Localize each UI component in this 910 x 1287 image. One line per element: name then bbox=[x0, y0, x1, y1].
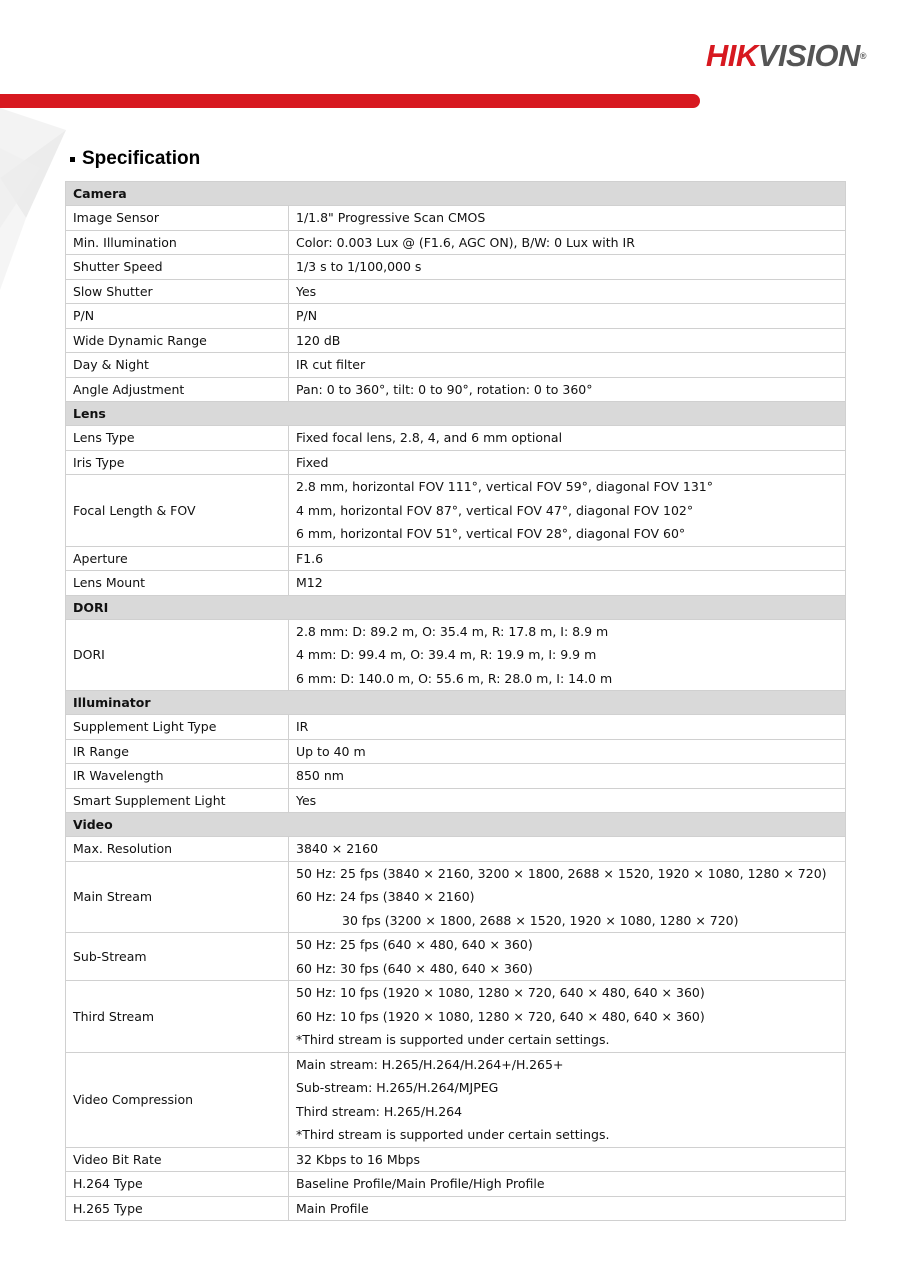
spec-value-line: 50 Hz: 10 fps (1920 × 1080, 1280 × 720, 640 × 480, 640 × 360) bbox=[296, 985, 705, 1000]
section-header-row bbox=[66, 595, 846, 619]
spec-value-line: 850 nm bbox=[296, 768, 344, 783]
spec-value-line: Pan: 0 to 360°, tilt: 0 to 90°, rotation: 0 to 360° bbox=[296, 381, 593, 397]
table-row bbox=[66, 1052, 846, 1147]
spec-label: Image Sensor bbox=[66, 206, 289, 231]
spec-value bbox=[289, 279, 846, 304]
spec-value-line: IR bbox=[296, 719, 309, 734]
spec-value-line: P/N bbox=[296, 308, 318, 323]
section-header: Illuminator bbox=[66, 691, 846, 715]
spec-value-line: 2.8 mm, horizontal FOV 111°, vertical FOV 59°, diagonal FOV 131° bbox=[296, 479, 713, 494]
spec-value-line: 3840 × 2160 bbox=[296, 841, 379, 856]
spec-value-line: Up to 40 m bbox=[296, 743, 366, 759]
spec-value bbox=[289, 764, 846, 789]
spec-value-line: Third stream: H.265/H.264 bbox=[296, 1103, 463, 1119]
spec-label: Sub-Stream bbox=[66, 933, 289, 981]
table-row bbox=[66, 571, 846, 596]
spec-value bbox=[289, 328, 846, 353]
spec-value-line: 60 Hz: 24 fps (3840 × 2160) bbox=[296, 889, 475, 904]
spec-label: DORI bbox=[66, 619, 289, 691]
spec-value bbox=[289, 230, 846, 255]
spec-label: Third Stream bbox=[66, 981, 289, 1053]
spec-label: Smart Supplement Light bbox=[66, 788, 289, 813]
spec-value bbox=[289, 475, 846, 547]
table-row bbox=[66, 450, 846, 475]
spec-value bbox=[289, 1172, 846, 1197]
spec-value-line: Yes bbox=[296, 792, 317, 808]
spec-value-line: 4 mm, horizontal FOV 87°, vertical FOV 47°, diagonal FOV 102° bbox=[296, 502, 694, 518]
spec-value-line: 50 Hz: 25 fps (3840 × 2160, 3200 × 1800, 2688 × 1520, 1920 × 1080, 1280 × 720) bbox=[296, 865, 827, 881]
section-header: Camera bbox=[66, 182, 846, 206]
spec-label: Max. Resolution bbox=[66, 837, 289, 862]
spec-value bbox=[289, 353, 846, 378]
spec-value-line: Baseline Profile/Main Profile/High Profile bbox=[296, 1176, 545, 1191]
section-header-row bbox=[66, 402, 846, 426]
spec-label: Iris Type bbox=[66, 450, 289, 475]
logo-hik-text: HIK bbox=[705, 38, 758, 73]
spec-label: H.264 Type bbox=[66, 1172, 289, 1197]
table-row bbox=[66, 279, 846, 304]
spec-value-line: 1/3 s to 1/100,000 s bbox=[296, 259, 422, 274]
table-row bbox=[66, 426, 846, 451]
spec-value bbox=[289, 377, 846, 402]
spec-label: Video Compression bbox=[66, 1052, 289, 1147]
table-row bbox=[66, 304, 846, 329]
section-header: Video bbox=[66, 813, 846, 837]
spec-value-line: Yes bbox=[296, 283, 317, 299]
spec-label: Main Stream bbox=[66, 861, 289, 933]
spec-value bbox=[289, 1196, 846, 1221]
spec-label: Slow Shutter bbox=[66, 279, 289, 304]
spec-value bbox=[289, 206, 846, 231]
spec-label: Min. Illumination bbox=[66, 230, 289, 255]
table-row bbox=[66, 619, 846, 691]
spec-label: P/N bbox=[66, 304, 289, 329]
spec-value bbox=[289, 1052, 846, 1147]
spec-value-line: 120 dB bbox=[296, 332, 341, 348]
spec-value-line: 6 mm, horizontal FOV 51°, vertical FOV 28°, diagonal FOV 60° bbox=[296, 526, 686, 541]
spec-value-line: F1.6 bbox=[296, 550, 324, 566]
spec-value bbox=[289, 619, 846, 691]
table-row bbox=[66, 206, 846, 231]
spec-label: Shutter Speed bbox=[66, 255, 289, 280]
spec-value-line: 32 Kbps to 16 Mbps bbox=[296, 1151, 420, 1167]
decorative-shard-graphic bbox=[0, 108, 70, 298]
specification-table bbox=[65, 181, 846, 1221]
header-red-bar bbox=[0, 94, 700, 108]
table-row bbox=[66, 837, 846, 862]
spec-value-line: 1/1.8" Progressive Scan CMOS bbox=[296, 210, 486, 225]
spec-value bbox=[289, 861, 846, 933]
spec-value-line: 60 Hz: 30 fps (640 × 480, 640 × 360) bbox=[296, 960, 533, 976]
table-row bbox=[66, 933, 846, 981]
spec-label: Focal Length & FOV bbox=[66, 475, 289, 547]
spec-label: Video Bit Rate bbox=[66, 1147, 289, 1172]
table-row bbox=[66, 764, 846, 789]
spec-value-line: 2.8 mm: D: 89.2 m, O: 35.4 m, R: 17.8 m, I: 8.9 m bbox=[296, 623, 609, 639]
spec-value bbox=[289, 788, 846, 813]
table-row bbox=[66, 328, 846, 353]
spec-label: Lens Type bbox=[66, 426, 289, 451]
spec-value bbox=[289, 304, 846, 329]
spec-value-line: 6 mm: D: 140.0 m, O: 55.6 m, R: 28.0 m, I: 14.0 m bbox=[296, 670, 613, 686]
spec-value bbox=[289, 715, 846, 740]
spec-value-line: 50 Hz: 25 fps (640 × 480, 640 × 360) bbox=[296, 937, 533, 952]
table-row bbox=[66, 861, 846, 933]
spec-value-line: 60 Hz: 10 fps (1920 × 1080, 1280 × 720, 640 × 480, 640 × 360) bbox=[296, 1008, 705, 1024]
spec-label: IR Wavelength bbox=[66, 764, 289, 789]
spec-value-line: Fixed bbox=[296, 454, 329, 470]
spec-value bbox=[289, 1147, 846, 1172]
table-row bbox=[66, 546, 846, 571]
spec-value bbox=[289, 739, 846, 764]
page-title-text: Specification bbox=[82, 148, 201, 169]
spec-value bbox=[289, 450, 846, 475]
spec-value bbox=[289, 426, 846, 451]
spec-value-line: Color: 0.003 Lux @ (F1.6, AGC ON), B/W: 0 Lux with IR bbox=[296, 234, 635, 250]
logo-registered-mark: ® bbox=[859, 51, 866, 61]
table-row bbox=[66, 377, 846, 402]
spec-label: Angle Adjustment bbox=[66, 377, 289, 402]
table-row bbox=[66, 1147, 846, 1172]
spec-value-line: Fixed focal lens, 2.8, 4, and 6 mm optional bbox=[296, 430, 563, 445]
spec-value-line: *Third stream is supported under certain settings. bbox=[296, 1127, 610, 1142]
spec-value-line: Sub-stream: H.265/H.264/MJPEG bbox=[296, 1080, 499, 1095]
logo-vision-text: VISION bbox=[757, 38, 860, 73]
spec-value bbox=[289, 255, 846, 280]
hikvision-logo bbox=[706, 40, 866, 72]
spec-value-line: M12 bbox=[296, 575, 323, 590]
title-bullet-icon bbox=[70, 157, 75, 162]
table-row bbox=[66, 230, 846, 255]
spec-value bbox=[289, 546, 846, 571]
table-row bbox=[66, 715, 846, 740]
table-row bbox=[66, 739, 846, 764]
page-title bbox=[70, 148, 200, 170]
spec-label: Day & Night bbox=[66, 353, 289, 378]
spec-value-line: Main stream: H.265/H.264/H.264+/H.265+ bbox=[296, 1056, 564, 1072]
spec-value-line: *Third stream is supported under certain settings. bbox=[296, 1032, 610, 1047]
spec-label: H.265 Type bbox=[66, 1196, 289, 1221]
spec-value bbox=[289, 981, 846, 1053]
spec-label: IR Range bbox=[66, 739, 289, 764]
section-header-row bbox=[66, 813, 846, 837]
section-header: Lens bbox=[66, 402, 846, 426]
table-row bbox=[66, 981, 846, 1053]
section-header: DORI bbox=[66, 595, 846, 619]
spec-label: Supplement Light Type bbox=[66, 715, 289, 740]
table-row bbox=[66, 1172, 846, 1197]
spec-value-line: 30 fps (3200 × 1800, 2688 × 1520, 1920 × 1080, 1280 × 720) bbox=[342, 912, 739, 928]
spec-label: Wide Dynamic Range bbox=[66, 328, 289, 353]
section-header-row bbox=[66, 691, 846, 715]
table-row bbox=[66, 353, 846, 378]
table-row bbox=[66, 255, 846, 280]
spec-value-line: Main Profile bbox=[296, 1200, 369, 1216]
spec-label: Lens Mount bbox=[66, 571, 289, 596]
section-header-row bbox=[66, 182, 846, 206]
spec-value bbox=[289, 837, 846, 862]
table-row bbox=[66, 788, 846, 813]
spec-value bbox=[289, 933, 846, 981]
spec-label: Aperture bbox=[66, 546, 289, 571]
spec-value-line: IR cut filter bbox=[296, 357, 366, 372]
spec-value-line: 4 mm: D: 99.4 m, O: 39.4 m, R: 19.9 m, I: 9.9 m bbox=[296, 647, 597, 662]
table-row bbox=[66, 475, 846, 547]
spec-value bbox=[289, 571, 846, 596]
table-row bbox=[66, 1196, 846, 1221]
